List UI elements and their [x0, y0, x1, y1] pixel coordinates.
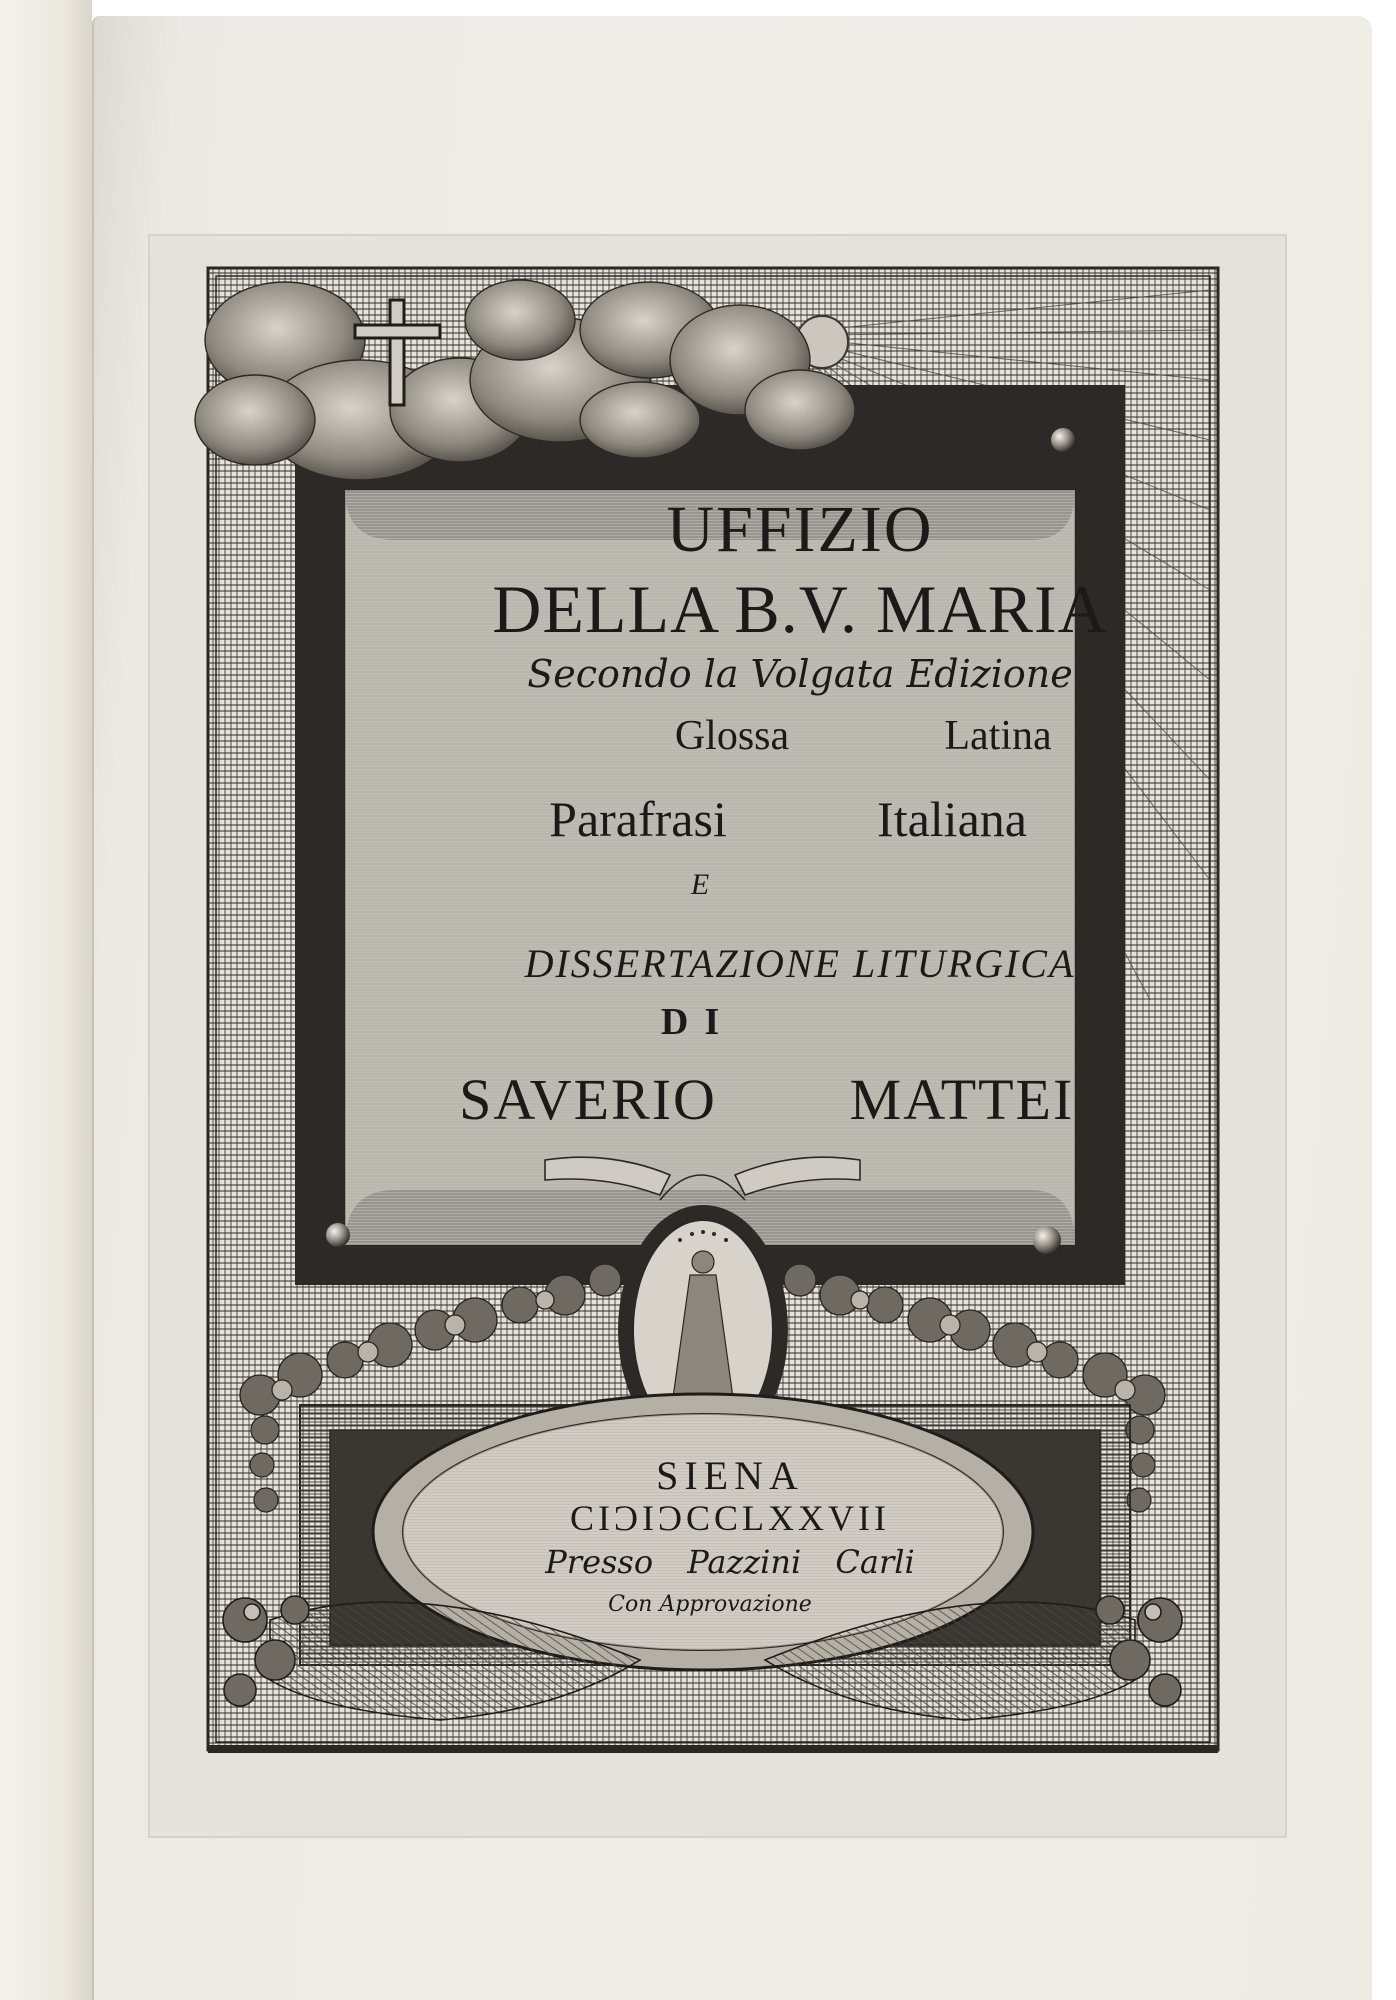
imprint-approval: Con Approvazione [608, 1592, 812, 1617]
title-line-latina: Latina [944, 713, 1052, 759]
title-line-parafrasi: Parafrasi [549, 791, 727, 847]
title-line-uffizio: UFFIZIO [666, 493, 934, 566]
imprint-printer: Presso Pazzini Carli [545, 1543, 915, 1581]
title-line-di: DI [660, 1001, 736, 1043]
title-line-glossa: Glossa [674, 713, 790, 759]
title-line-volgata-edizione: Secondo la Volgata Edizione [527, 652, 1073, 696]
author-last-name: MATTEI [849, 1067, 1075, 1132]
imprint-year: CIϽIϽCCLXXVII [570, 1498, 890, 1538]
title-line-e: E [690, 868, 710, 901]
title-line-della-bv-maria: DELLA B.V. MARIA [492, 571, 1108, 647]
title-line-italiana: Italiana [877, 791, 1027, 847]
author-first-name: SAVERIO [459, 1067, 717, 1132]
title-line-dissertazione: DISSERTAZIONE LITURGICA [524, 941, 1076, 986]
imprint-place: SIENA [656, 1453, 804, 1498]
